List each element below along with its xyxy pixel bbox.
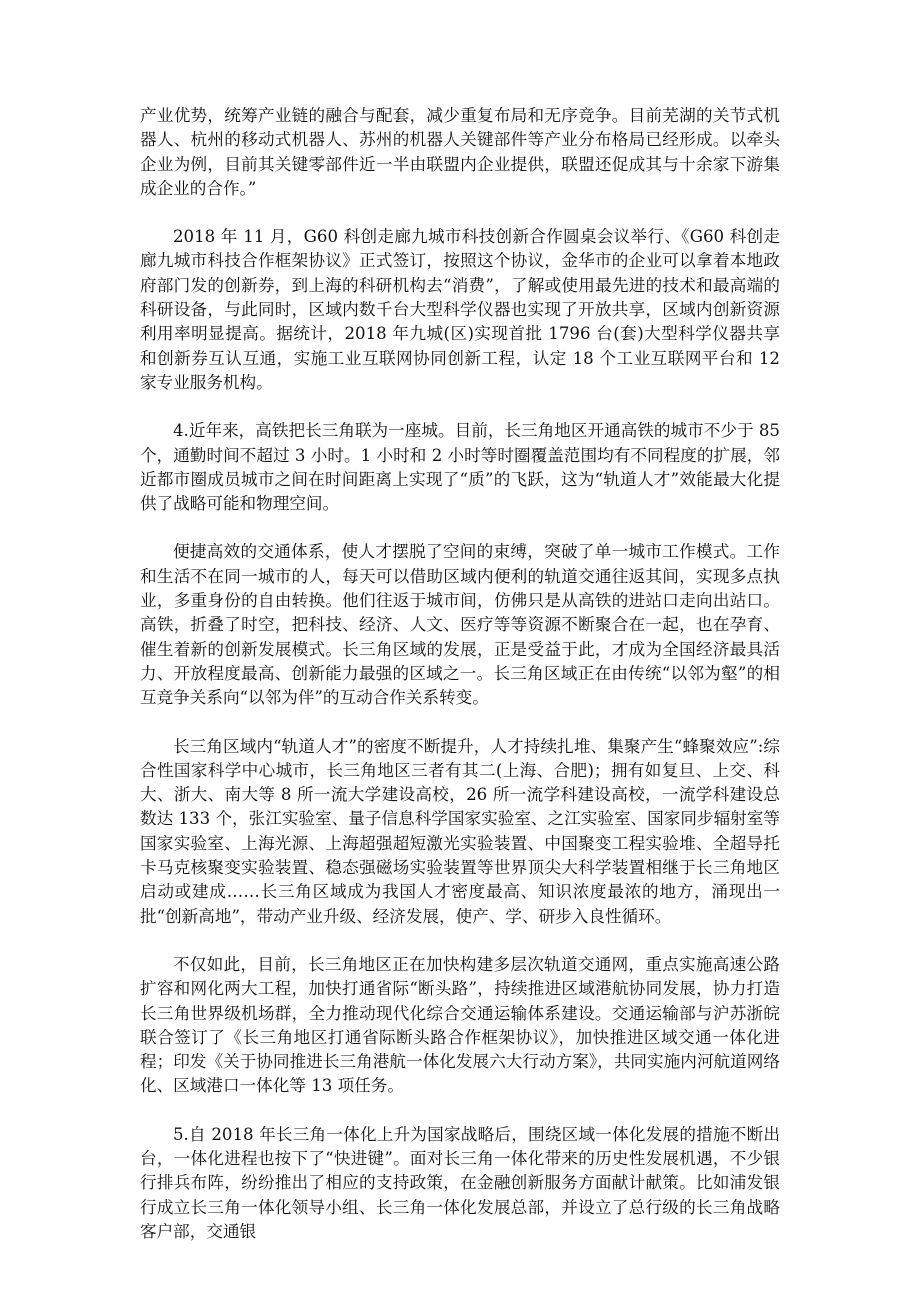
paragraph-gap [140, 395, 780, 419]
paragraph-high-speed-rail: 4.近年来，高铁把长三角联为一座城。目前，长三角地区开通高铁的城市不少于 85 个，通勤时间不超过 3 小时。1 小时和 2 小时等时圈覆盖范围均有不同程度的扩展，邻近都市圈成员城市之间在时间距离上实现了“质”的飞跃，这为“轨道人才”效能最大化提供了战略可能和物理空间。 [140, 421, 780, 514]
paragraph-gap [140, 201, 780, 225]
paragraph-g60-corridor: 2018 年 11 月，G60 科创走廊九城市科技创新合作圆桌会议举行、《G60 科创走廊九城市科技合作框架协议》正式签订，按照这个协议，金华市的企业可以拿着本地政府部门发的创新券，到上海的科研机构去“消费”，了解或使用最先进的技术和最高端的科研设备，与此同时，区域内数千台大型科学仪器也实现了开放共享，区域内创新资源利用率明显提高。据统计，2018 年九城(区)实现首批 1796 台(套)大型科学仪器共享和创新券互认互通，实施工业互联网协同创新工程，认定 18 个工业互联网平台和 12 家专业服务机构。 [140, 227, 780, 392]
paragraph-gap [140, 711, 780, 735]
paragraph-gap [140, 516, 780, 540]
document-page [140, 104, 780, 1244]
paragraph-gap [140, 1099, 780, 1123]
paragraph-gap [140, 929, 780, 953]
paragraph-transport-network: 不仅如此，目前，长三角地区正在加快构建多层次轨道交通网，重点实施高速公路扩容和网化两大工程，加快打通省际“断头路”，持续推进区域港航协同发展，协力打造长三角世界级机场群，全力推动现代化综合交通运输体系建设。交通运输部与沪苏浙皖联合签订了《长三角地区打通省际断头路合作框架协议》，加快推进区域交通一体化进程；印发《关于协同推进长三角港航一体化发展六大行动方案》，共同实施内河航道网络化、区域港口一体化等 13 项任务。 [140, 954, 780, 1096]
paragraph-rail-talent: 长三角区域内“轨道人才”的密度不断提升，人才持续扎堆、集聚产生“蜂聚效应”:综合性国家科学中心城市，长三角地区三者有其二(上海、合肥)；拥有如复旦、上交、科大、浙大、南大等 8 所一流大学建设高校，26 所一流学科建设高校，一流学科建设总数达 133 个，张江实验室、量子信息科学国家实验室、之江实验室、国家同步辐射室等国家实验室、上海光源、上海超强超短激光实验装置、中国聚变工程实验堆、全超导托卡马克核聚变实验装置、稳态强磁场实验装置等世界顶尖大科学装置相继于长三角地区启动或建成……长三角区域成为我国人才密度最高、知识浓度最浓的地方，涌现出一批“创新高地”，带动产业升级、经济发展，使产、学、研步入良性循环。 [140, 736, 780, 926]
paragraph-transport-system: 便捷高效的交通体系，使人才摆脱了空间的束缚，突破了单一城市工作模式。工作和生活不在同一城市的人，每天可以借助区域内便利的轨道交通往返其间，实现多点执业，多重身份的自由转换。他们往返于城市间，仿佛只是从高铁的进站口走向出站口。高铁，折叠了时空，把科技、经济、人文、医疗等等资源不断聚合在一起，也在孕育、催生着新的创新发展模式。长三角区域的发展，正是受益于此，才成为全国经济最具活力、开放程度最高、创新能力最强的区域之一。长三角区域正在由传统“以邻为壑”的相互竞争关系向“以邻为伴”的互动合作关系转变。 [140, 542, 780, 708]
paragraph-continuation: 产业优势，统筹产业链的融合与配套，减少重复布局和无序竞争。目前芜湖的关节式机器人、杭州的移动式机器人、苏州的机器人关键部件等产业分布格局已经形成。以牵头企业为例，目前其关键零部件近一半由联盟内企业提供，联盟还促成其与十余家下游集成企业的合作。” [140, 106, 780, 198]
paragraph-integration-strategy: 5.自 2018 年长三角一体化上升为国家战略后，围绕区域一体化发展的措施不断出台，一体化进程也按下了“快进键”。面对长三角一体化带来的历史性发展机遇，不少银行排兵布阵，纷纷推出了相应的支持政策，在金融创新服务方面献计献策。比如浦发银行成立长三角一体化领导小组、长三角一体化发展总部，并设立了总行级的长三角战略客户部，交通银 [140, 1124, 780, 1241]
